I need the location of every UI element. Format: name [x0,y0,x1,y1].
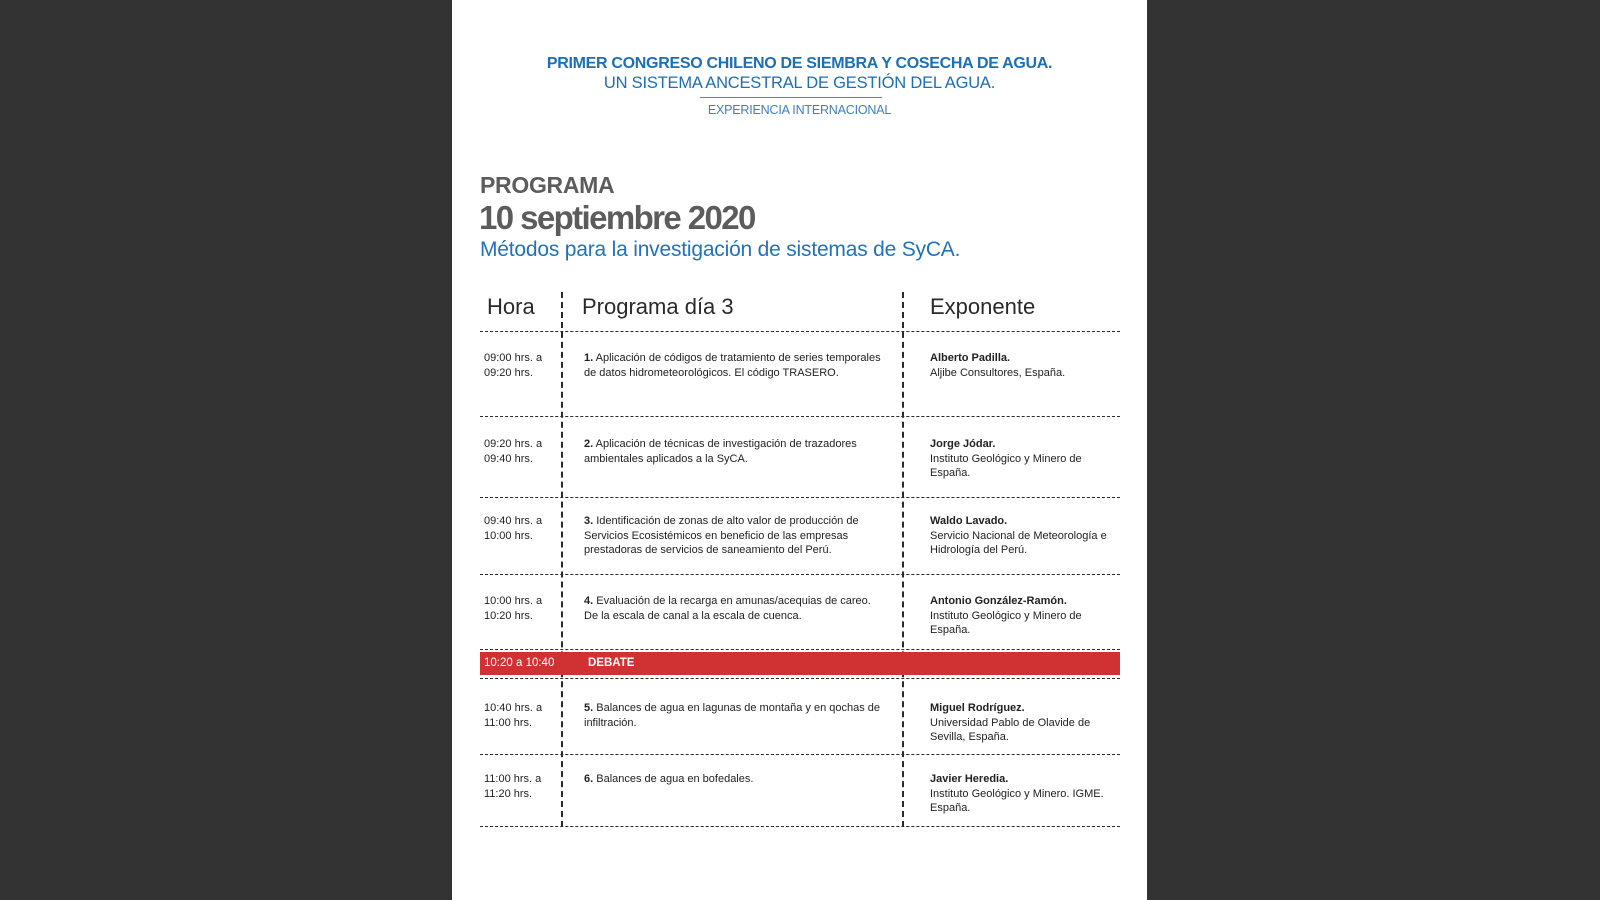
time-end: 10:20 hrs. [484,609,533,622]
table-row-time [484,701,562,730]
speaker-name: Miguel Rodríguez. [930,702,1025,714]
row-divider [480,331,1120,332]
topic-number: 2. [584,438,594,450]
topic-description: Identificación de zonas de alto valor de producción de Servicios Ecosistémicos en beneficio de las empresas prestadoras de servicios de saneamiento del Perú. [584,515,859,557]
table-row-time [484,437,562,466]
topic-number: 4. [584,595,594,607]
time-start: 09:00 hrs. a [484,352,543,364]
time-end: 11:00 hrs. [484,716,533,729]
column-header-speaker: Exponente [930,294,1036,319]
header-divider [700,97,882,98]
speaker-affiliation: Aljibe Consultores, España. [930,366,1066,379]
speaker-affiliation: Instituto Geológico y Minero. IGME. España. [930,787,1104,815]
time-end: 11:20 hrs. [484,787,533,800]
speaker-name: Alberto Padilla. [930,352,1011,364]
table-row-topic [584,594,884,623]
topic-description: Balances de agua en bofedales. [596,773,754,785]
speaker-affiliation: Universidad Pablo de Olavide de Sevilla, España. [930,716,1091,744]
row-divider [480,497,1120,498]
row-divider [480,649,1120,650]
table-row-speaker [930,437,1110,481]
congress-title: PRIMER CONGRESO CHILENO DE SIEMBRA Y COSECHA DE AGUA. [546,55,1053,72]
time-start: 10:40 hrs. a [484,702,543,714]
time-start: 10:00 hrs. a [484,595,543,607]
topic-description: Aplicación de técnicas de investigación de trazadores ambientales aplicados a la SyCA. [584,438,857,465]
topic-number: 6. [584,773,594,785]
time-end: 09:20 hrs. [484,366,533,379]
topic-number: 3. [584,515,594,527]
program-page [452,0,1147,900]
row-divider [480,754,1120,755]
topic-number: 1. [584,352,594,364]
program-date: 10 septiembre 2020 [479,199,755,236]
table-row-speaker [930,351,1110,380]
time-start: 09:20 hrs. a [484,438,543,450]
table-row-time [484,514,562,543]
speaker-name: Antonio González-Ramón. [930,595,1067,607]
time-start: 11:00 hrs. a [484,773,542,785]
speaker-name: Waldo Lavado. [930,515,1008,527]
time-start: 09:40 hrs. a [484,515,543,527]
table-row-time [484,772,562,801]
table-row-topic [584,514,884,558]
debate-bar [480,652,1120,675]
congress-tagline: EXPERIENCIA INTERNACIONAL [707,103,892,117]
debate-time: 10:20 a 10:40 [484,657,555,669]
row-divider [480,574,1120,575]
row-divider [480,826,1120,827]
table-row-topic [584,701,884,730]
table-row-time [484,351,562,380]
topic-description: Balances de agua en lagunas de montaña y en qochas de infiltración. [584,702,881,729]
program-label: PROGRAMA [480,172,615,198]
topic-description: Aplicación de códigos de tratamiento de series temporales de datos hidrometeorológicos. El código TRASERO. [584,352,881,379]
topic-number: 5. [584,702,594,714]
table-row-topic [584,772,884,787]
speaker-affiliation: Instituto Geológico y Minero de España. [930,609,1082,637]
speaker-affiliation: Servicio Nacional de Meteorología e Hidrología del Perú. [930,529,1107,557]
table-row-speaker [930,594,1110,638]
column-header-time: Hora [487,294,535,319]
row-divider [480,416,1120,417]
column-header-program: Programa día 3 [582,294,734,319]
time-end: 09:40 hrs. [484,452,533,465]
table-row-speaker [930,701,1110,745]
table-row-time [484,594,562,623]
congress-subtitle: UN SISTEMA ANCESTRAL DE GESTIÓN DEL AGUA. [603,74,996,92]
speaker-name: Javier Heredia. [930,773,1009,785]
speaker-affiliation: Instituto Geológico y Minero de España. [930,452,1082,480]
speaker-name: Jorge Jódar. [930,438,996,450]
program-subtitle: Métodos para la investigación de sistemas de SyCA. [480,238,961,261]
table-row-speaker [930,514,1110,558]
table-row-topic [584,437,884,466]
column-divider-2 [902,292,904,827]
time-end: 10:00 hrs. [484,529,533,542]
debate-label: DEBATE [588,657,635,669]
table-row-topic [584,351,884,380]
topic-description: Evaluación de la recarga en amunas/acequias de careo. De la escala de canal a la escala de cuenca. [584,595,871,622]
row-divider [480,678,1120,679]
table-row-speaker [930,772,1110,816]
